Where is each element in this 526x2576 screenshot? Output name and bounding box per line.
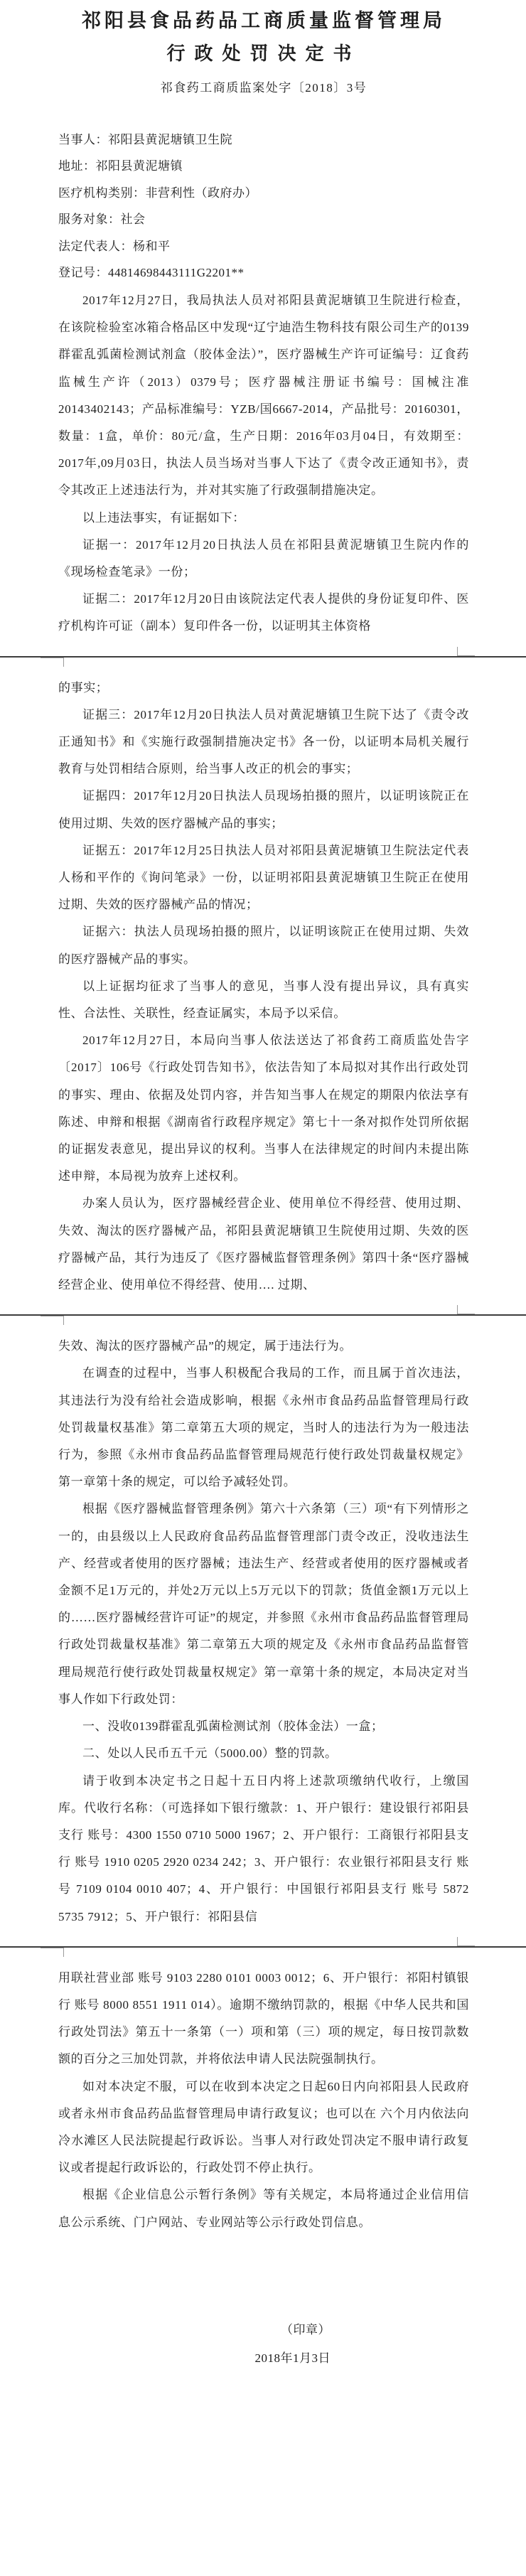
info-line: 当事人：祁阳县黄泥塘镇卫生院 bbox=[58, 132, 232, 146]
document-type-title: 行政处罚决定书 bbox=[166, 43, 361, 65]
paragraph: 证据六：执法人员现场拍摄的照片，以证明该院正在使用过期、失效的医疗器械产品的事实。 bbox=[58, 925, 469, 966]
page-break-line bbox=[0, 656, 526, 658]
paragraph: 以上证据均征求了当事人的意见，当事人没有提出异议，具有真实性、合法性、关联性，经查证属实，本局予以采信。 bbox=[58, 979, 469, 1021]
paragraph-continuation: 的事实； bbox=[58, 680, 109, 694]
paragraph: 请于收到本决定书之日起十五日内将上述款项缴纳代收行，上缴国库。代收行名称：（可选择如下银行缴款：1、开户银行：建设银行祁阳县支行 账号：4300 1550 0710 5000 1967；2、开户银行：工商银行祁阳县支行 账号 1910 0205 2920 0234 242；3、开户银行：农业银行祁阳县支行 账号 7109 0104 0010 407；4、开户银行：中国银行祁阳县支行 账号 5872 5735 7912；5、开户银行：祁阳县信 bbox=[58, 1773, 469, 1923]
paragraph: 二、处以人民币五千元（5000.00）整的罚款。 bbox=[82, 1746, 338, 1761]
paragraph: 在调查的过程中，当事人积极配合我局的工作，而且属于首次违法，其违法行为没有给社会造成影响，根据《永州市食品药品监督管理局行政处罚裁量权基准》第二章第五大项的规定，当时人的违法行为为一般违法行为，参照《永州市食品药品监督管理局规范行使行政处罚裁量权规定》第一章第十条的规定，可以给予减轻处罚。 bbox=[58, 1366, 469, 1489]
info-line: 服务对象：社会 bbox=[58, 213, 146, 227]
seal-placeholder: （印章） bbox=[281, 2322, 331, 2336]
paragraph: 如对本决定不服，可以在收到本决定之日起60日内向祁阳县人民政府或者永州市食品药品监督管理局申请行政复议；也可以在 六个月内依法向冷水滩区人民法院提起行政诉讼。当事人对行政处罚决定不服申请行政复议或者提起行政诉讼的，行政处罚不停止执行。 bbox=[58, 2079, 469, 2175]
paragraph: 一、没收0139群霍乱弧菌检测试剂（胶体金法）一盒； bbox=[82, 1719, 384, 1734]
paragraph: 根据《企业信息公示暂行条例》等有关规定，本局将通过企业信用信息公示系统、门户网站、专业网站等公示行政处罚信息。 bbox=[58, 2188, 469, 2229]
page-margin-mark-right bbox=[457, 1937, 475, 1946]
paragraph: 2017年12月27日，我局执法人员对祁阳县黄泥塘镇卫生院进行检查，在该院检验室冰箱合格品区中发现“辽宁迪浩生物科技有限公司生产的0139群霍乱弧菌检测试剂盒（胶体金法）”，医疗器械生产许可证编号：辽食药监械生产许（2013）0379号；医疗器械注册证书编号：国械注准 20143402143；产品标准编号：YZB/国6667-2014，产品批号：20160301，数量：1盒，单价：80元/盒，生产日期：2016年03月04日，有效期至：2017年,09月03日，执法人员当场对当事人下达了《责令改正通知书》，责令其改正上述违法行为，并对其实施了行政强制措施决定。 bbox=[58, 293, 469, 498]
paragraph: 证据一：2017年12月20日执法人员在祁阳县黄泥塘镇卫生院内作的《现场检查笔录》一份； bbox=[58, 537, 469, 579]
paragraph: 证据二：2017年12月20日由该院法定代表人提供的身份证复印件、医疗机构许可证（副本）复印件各一份，以证明其主体资格 bbox=[58, 592, 469, 633]
paragraph: 办案人员认为，医疗器械经营企业、使用单位不得经营、使用过期、失效、淘汰的医疗器械产品，祁阳县黄泥塘镇卫生院使用过期、失效的医疗器械产品，其行为违反了《医疗器械监督管理条例》第四十条“医疗器械经营企业、使用单位不得经营、使用…. 过期、 bbox=[58, 1196, 469, 1292]
info-line: 登记号：44814698443111G2201** bbox=[58, 266, 245, 280]
page-margin-mark-right bbox=[457, 647, 475, 656]
paragraph: 以上违法事实，有证据如下： bbox=[82, 510, 245, 525]
party-info-block bbox=[58, 127, 469, 286]
document-number: 祁食药工商质监案处字〔2018〕3号 bbox=[160, 80, 367, 95]
paragraph: 证据五：2017年12月25日执法人员对祁阳县黄泥塘镇卫生院法定代表人杨和平作的《询问笔录》一份，以证明祁阳县黄泥塘镇卫生院正在使用过期、失效的医疗器械产品的情况； bbox=[58, 843, 469, 912]
decision-date: 2018年1月3日 bbox=[254, 2351, 331, 2365]
signature-block bbox=[58, 2316, 469, 2373]
paragraph: 证据三：2017年12月20日执法人员对黄泥塘镇卫生院下达了《责令改正通知书》和《实施行政强制措施决定书》各一份，以证明本局机关履行教育与处罚相结合原则，给当事人改正的机会的事实； bbox=[58, 707, 469, 776]
info-line: 法定代表人：杨和平 bbox=[58, 239, 171, 253]
page-break-line bbox=[0, 1946, 526, 1948]
page-margin-mark-left bbox=[41, 658, 64, 667]
page-break bbox=[0, 1303, 526, 1330]
agency-title: 祁阳县食品药品工商质量监督管理局 bbox=[82, 10, 446, 31]
paragraph: 证据四：2017年12月20日执法人员现场拍摄的照片，以证明该院正在使用过期、失效的医疗器械产品的事实； bbox=[58, 789, 469, 830]
page-break bbox=[0, 1935, 526, 1962]
page-margin-mark-left bbox=[41, 1316, 64, 1325]
paragraph: 根据《医疗器械监督管理条例》第六十六条第（三）项“有下列情形之一的，由县级以上人民政府食品药品监督管理部门责令改正，没收违法生产、经营或者使用的医疗器械；违法生产、经营或者使用的医疗器械或者金额不足1万元的，并处2万元以上5万元以下的罚款；货值金额1万元以上的……医疗器械经营许可证”的规定，并参照《永州市食品药品监督管理局行政处罚裁量权基准》第二章第五大项的规定及《永州市食品药品监督管理局规范行使行政处罚裁量权规定》第一章第十条的规定，本局决定对当事人作如下行政处罚： bbox=[58, 1502, 469, 1706]
document-body bbox=[58, 287, 469, 2236]
page-break bbox=[0, 645, 526, 672]
info-line: 地址：祁阳县黄泥塘镇 bbox=[58, 159, 183, 173]
paragraph: 2017年12月27日，本局向当事人依法送达了祁食药工商质监处告字〔2017〕106号《行政处罚告知书》，依法告知了本局拟对其作出行政处罚的事实、理由、依据及处罚内容，并告知当事人在规定的期限内依法享有陈述、申辩和根据《湖南省行政程序规定》第七十一条对拟作处罚所依据的证据发表意见，提出异议的权利。当事人在法律规定的时间内未提出陈述申辩，本局视为放弃上述权利。 bbox=[58, 1034, 469, 1184]
page-margin-mark-left bbox=[41, 1948, 64, 1957]
paragraph-continuation: 用联社营业部 账号 9103 2280 0101 0003 0012；6、开户银行：祁阳村镇银行 账号 8000 8551 1911 014）。逾期不缴纳罚款的，根据《中华人民共和国行政处罚法》第五十一条第（一）项和第（三）项的规定，每日按罚款数额的百分之三加处罚款，并将依法申请人民法院强制执行。 bbox=[58, 1970, 469, 2066]
info-line: 医疗机构类别：非营利性（政府办） bbox=[58, 186, 257, 200]
page-break-line bbox=[0, 1314, 526, 1316]
page-margin-mark-right bbox=[457, 1305, 475, 1314]
paragraph-continuation: 失效、淘汰的医疗器械产品”的规定，属于违法行为。 bbox=[58, 1339, 352, 1353]
